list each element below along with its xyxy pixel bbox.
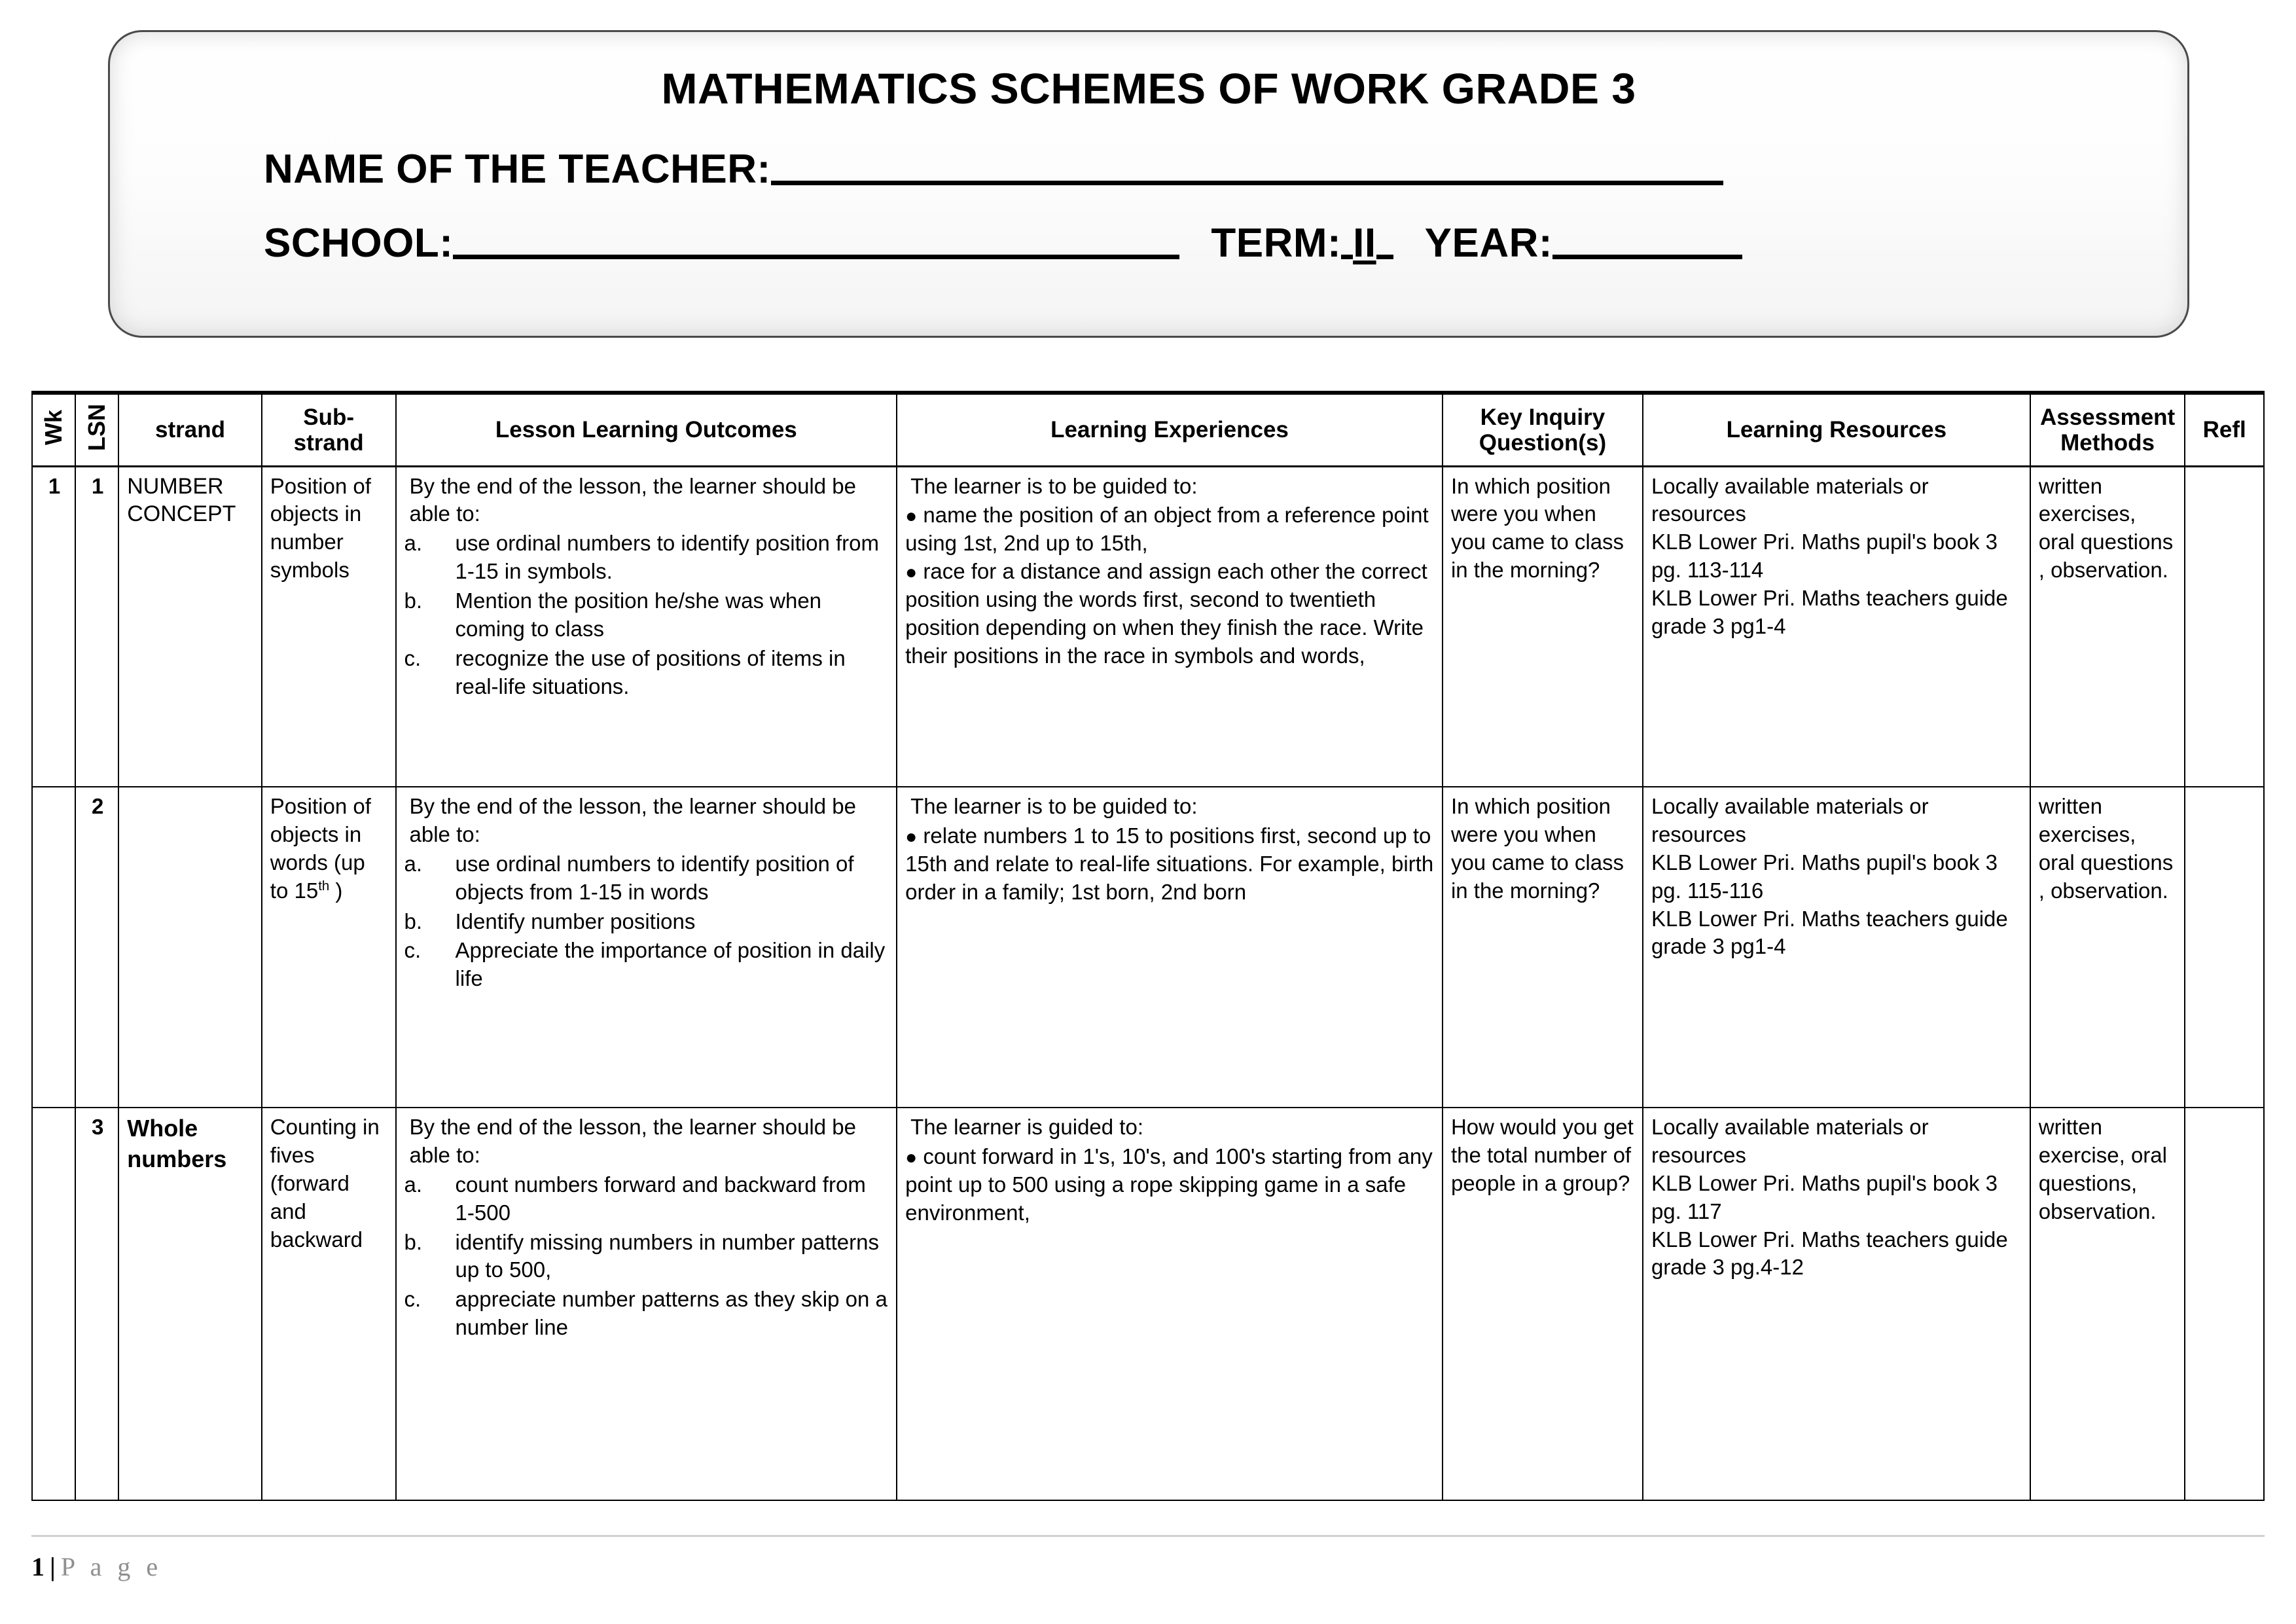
llo-item: c. Appreciate the importance of position in daily life xyxy=(404,938,886,991)
header-assessment-methods xyxy=(2030,393,2185,466)
cell-week xyxy=(32,787,75,1108)
cell-key-inquiry-question: How would you get the total number of people in a group? xyxy=(1443,1108,1643,1500)
school-label: SCHOOL: xyxy=(264,221,454,266)
resource-line: KLB Lower Pri. Maths teachers guide grade 3 pg1-4 xyxy=(1651,586,2008,638)
cell-strand xyxy=(118,466,262,787)
llo-item: a. use ordinal numbers to identify position from 1-15 in symbols. xyxy=(404,531,880,584)
llo-item: c. appreciate number patterns as they skip on a number line xyxy=(404,1287,888,1340)
llo-item-marker: b. xyxy=(404,588,423,613)
title-banner xyxy=(108,30,2189,338)
bullet-icon: ● xyxy=(905,825,918,848)
table-body xyxy=(32,466,2264,1500)
cell-lesson-number: 1 xyxy=(75,466,118,787)
llo-item-marker: c. xyxy=(404,645,422,670)
resource-line: Locally available materials or resources xyxy=(1651,1115,1929,1167)
cell-learning-resources xyxy=(1643,787,2030,1108)
cell-learning-resources xyxy=(1643,466,2030,787)
header-kiq-line1: Key Inquiry xyxy=(1480,404,1605,430)
llo-list xyxy=(404,1171,890,1342)
cell-learning-experiences xyxy=(897,1108,1443,1500)
cell-lesson-learning-outcomes xyxy=(396,1108,897,1500)
cell-learning-experiences xyxy=(897,466,1443,787)
term-label: TERM: xyxy=(1211,221,1342,266)
teacher-name-field xyxy=(149,146,2148,192)
cell-lesson-learning-outcomes xyxy=(396,466,897,787)
llo-item: b. identify missing numbers in number patterns up to 500, xyxy=(404,1229,879,1282)
llo-list xyxy=(404,530,890,700)
llo-lead: By the end of the lesson, the learner should be able to: xyxy=(409,794,856,846)
le-item: ● race for a distance and assign each other the correct position using the words first, second to twentieth position depending on when they finish the race. Write their positions in the race in symbols and words, xyxy=(905,559,1427,668)
schemes-of-work-table xyxy=(31,391,2265,1501)
cell-week xyxy=(32,1108,75,1500)
le-list xyxy=(905,1143,1435,1227)
page-footer xyxy=(31,1535,2265,1582)
table-row xyxy=(32,1108,2264,1500)
llo-list xyxy=(404,850,890,993)
cell-assessment-methods: written exercises, oral questions , observation. xyxy=(2030,466,2185,787)
resource-line: KLB Lower Pri. Maths teachers guide grade 3 pg1-4 xyxy=(1651,906,2008,959)
header-week: Wk xyxy=(32,393,75,466)
year-label: YEAR: xyxy=(1424,221,1553,266)
llo-item: b. Mention the position he/she was when coming to class xyxy=(404,588,822,641)
bullet-icon: ● xyxy=(905,562,918,584)
le-list xyxy=(905,501,1435,670)
cell-assessment-methods: written exercise, oral questions, observation. xyxy=(2030,1108,2185,1500)
cell-key-inquiry-question: In which position were you when you came to class in the morning? xyxy=(1443,466,1643,787)
header-kiq-line2: Question(s) xyxy=(1479,429,1607,456)
le-list xyxy=(905,822,1435,907)
llo-item-marker: b. xyxy=(404,1229,423,1254)
cell-learning-experiences xyxy=(897,787,1443,1108)
llo-lead: By the end of the lesson, the learner should be able to: xyxy=(409,473,856,526)
le-lead: The learner is to be guided to: xyxy=(910,794,1198,818)
llo-item: b. Identify number positions xyxy=(404,908,890,936)
school-name-blank[interactable] xyxy=(453,226,1179,259)
page-indicator xyxy=(31,1552,162,1581)
term-blank-right[interactable] xyxy=(1376,226,1393,259)
document-title: MATHEMATICS SCHEMES OF WORK GRADE 3 xyxy=(661,64,1636,113)
llo-item: a. use ordinal numbers to identify position of objects from 1-15 in words xyxy=(404,851,854,904)
resource-line: KLB Lower Pri. Maths pupil's book 3 pg. 117 xyxy=(1651,1170,1998,1223)
llo-item-marker: b. xyxy=(404,909,423,933)
bullet-icon: ● xyxy=(905,1146,918,1168)
llo-item: a. count numbers forward and backward from 1-500 xyxy=(404,1172,866,1225)
footer-page-word: P a g e xyxy=(60,1552,163,1581)
cell-strand xyxy=(118,1108,262,1500)
resource-line: KLB Lower Pri. Maths pupil's book 3 pg. 115-116 xyxy=(1651,850,1998,903)
term-value[interactable]: II xyxy=(1353,221,1376,266)
le-item: ● relate numbers 1 to 15 to positions first, second up to 15th and relate to real-life situations. For example, birth order in a family; 1st born, 2nd born xyxy=(905,823,1434,904)
header-assessment-line2: Methods xyxy=(2060,429,2155,456)
cell-substrand: Position of objects in number symbols xyxy=(262,466,396,787)
cell-reflection[interactable] xyxy=(2185,787,2264,1108)
llo-item: c. recognize the use of positions of items in real-life situations. xyxy=(404,645,846,698)
cell-assessment-methods: written exercises, oral questions , observation. xyxy=(2030,787,2185,1108)
table-header-row xyxy=(32,393,2264,466)
llo-lead: By the end of the lesson, the learner should be able to: xyxy=(409,1115,856,1167)
cell-lesson-learning-outcomes xyxy=(396,787,897,1108)
cell-week: 1 xyxy=(32,466,75,787)
cell-learning-resources xyxy=(1643,1108,2030,1500)
cell-substrand: Counting in fives (forward and backward xyxy=(262,1108,396,1500)
llo-item-marker: c. xyxy=(404,1287,422,1312)
resource-line: KLB Lower Pri. Maths pupil's book 3 pg. 113-114 xyxy=(1651,530,1998,583)
strand-text: Whole numbers xyxy=(127,1115,227,1172)
le-item: ● count forward in 1's, 10's, and 100's starting from any point up to 500 using a rope skipping game in a safe environment, xyxy=(905,1144,1433,1225)
term-blank-left[interactable] xyxy=(1341,226,1353,259)
header-key-inquiry-questions xyxy=(1443,393,1643,466)
header-strand: strand xyxy=(118,393,262,466)
llo-item-marker: a. xyxy=(404,531,423,556)
header-learning-experiences: Learning Experiences xyxy=(897,393,1443,466)
le-lead: The learner is to be guided to: xyxy=(910,473,1198,498)
cell-lesson-number: 2 xyxy=(75,787,118,1108)
le-lead: The learner is guided to: xyxy=(910,1115,1143,1139)
cell-strand xyxy=(118,787,262,1108)
cell-reflection[interactable] xyxy=(2185,1108,2264,1500)
llo-item-marker: c. xyxy=(404,938,422,963)
header-reflection: Refl xyxy=(2185,393,2264,466)
resource-line: Locally available materials or resources xyxy=(1651,473,1929,526)
header-lesson-learning-outcomes: Lesson Learning Outcomes xyxy=(396,393,897,466)
header-substrand-line2: strand xyxy=(293,429,364,456)
resource-line: KLB Lower Pri. Maths teachers guide grade 3 pg.4-12 xyxy=(1651,1227,2008,1280)
school-term-year-field xyxy=(149,220,2148,266)
table-row xyxy=(32,466,2264,787)
teacher-label: NAME OF THE TEACHER: xyxy=(264,147,771,192)
table-row xyxy=(32,787,2264,1108)
llo-item-marker: a. xyxy=(404,851,423,876)
year-blank[interactable] xyxy=(1552,226,1742,259)
header-substrand xyxy=(262,393,396,466)
bullet-icon: ● xyxy=(905,505,918,528)
header-assessment-line1: Assessment xyxy=(2039,404,2176,430)
header-substrand-line1: Sub- xyxy=(303,404,355,430)
header-lesson-number: LSN xyxy=(75,393,118,466)
footer-separator: | xyxy=(50,1552,56,1581)
strand-text: NUMBER CONCEPT xyxy=(127,473,236,527)
footer-page-number: 1 xyxy=(31,1552,45,1581)
cell-lesson-number: 3 xyxy=(75,1108,118,1500)
cell-substrand: Position of objects in words (up to 15th ) xyxy=(262,787,396,1108)
resource-line: Locally available materials or resources xyxy=(1651,794,1929,846)
cell-key-inquiry-question: In which position were you when you came to class in the morning? xyxy=(1443,787,1643,1108)
llo-item-marker: a. xyxy=(404,1172,423,1197)
header-learning-resources: Learning Resources xyxy=(1643,393,2030,466)
le-item: ● name the position of an object from a reference point using 1st, 2nd up to 15th, xyxy=(905,503,1429,556)
cell-reflection[interactable] xyxy=(2185,466,2264,787)
teacher-name-blank[interactable] xyxy=(771,152,1723,185)
